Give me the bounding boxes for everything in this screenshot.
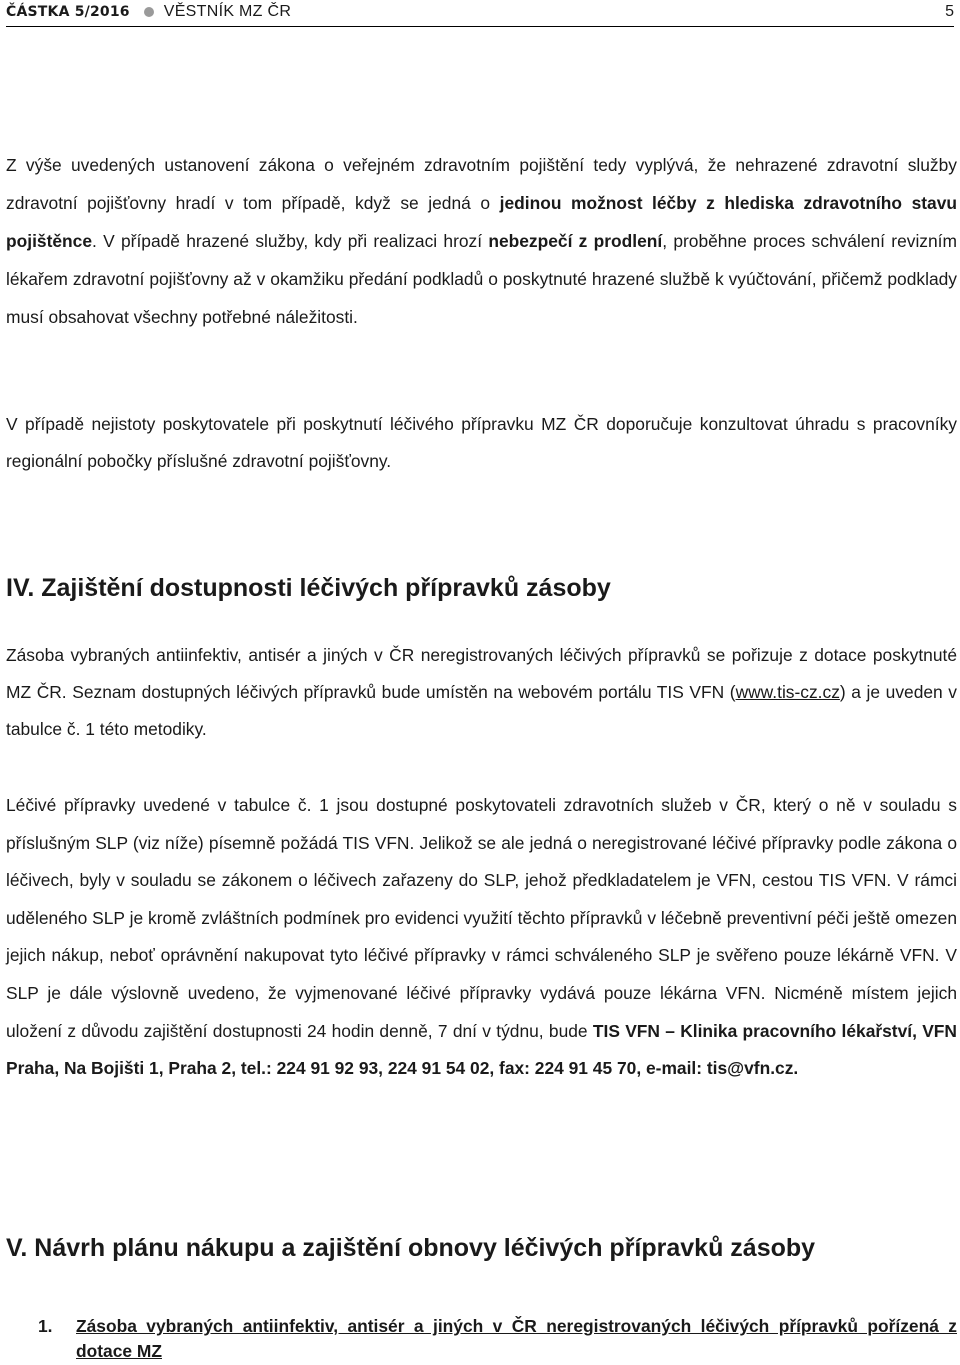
- tis-website-link[interactable]: www.tis-cz.cz: [735, 682, 840, 702]
- issue-label: ČÁSTKA 5/2016: [6, 4, 130, 20]
- p3-text-1: Zásoba vybraných antiinfektiv, antisér a jiných v ČR neregistrovaných léčivých přípravků se pořizuje z dotace poskytnuté MZ ČR. Seznam dostupných léčivých přípravků bude umístěn na webovém portálu TIS VFN (: [6, 645, 957, 702]
- paragraph-availability: [6, 787, 957, 1088]
- p4-text-1: Léčivé přípravky uvedené v tabulce č. 1 jsou dostupné poskytovateli zdravotních služeb v ČR, který o ně v souladu s příslušným SLP (viz níže) písemně požádá TIS VFN. Jelikož se ale jedná o neregistrované léčivé přípravky podle zákona o léčivech, byly v souladu se zákonem o léčivech zařazeny do SLP, jehož předkladatelem je VFN, cestou TIS VFN. V rámci uděleného SLP je kromě zvláštních podmínek pro evidenci využití těchto přípravků v léčebně preventivní péči ještě omezen jejich nákup, neboť oprávnění nakupovat tyto léčivé přípravky v rámci schváleného SLP je svěřeno pouze lékárně VFN. V SLP je dále výslovně uvedeno, že vyjmenované léčivé přípravky vydává pouze lékárna VFN. Nicméně místem jejich uložení z důvodu zajištění dostupnosti 24 hodin denně, 7 dní v týdnu, bude: [6, 795, 957, 1041]
- paragraph-uncertainty: [6, 406, 957, 480]
- list-item-text: Zásoba vybraných antiinfektiv, antisér a jiných v ČR neregistrovaných léčivých přípravků pořízená z dotace MZ: [76, 1316, 957, 1361]
- p1-text-1: Z výše uvedených ustanovení zákona o veřejném zdravotním pojištění tedy vyplývá, že nehrazené zdravotní služby zdravotní pojišťovny hradí v tom případě, když se jedná o: [6, 155, 957, 213]
- p2-text: V případě nejistoty poskytovatele při poskytnutí léčivého přípravku MZ ČR doporučuje konzultovat úhradu s pracovníky regionální pobočky příslušné zdravotní pojišťovny.: [6, 414, 957, 471]
- section-heading-iv: IV. Zajištění dostupnosti léčivých přípravků zásoby: [6, 574, 611, 602]
- p3-text-2: ) a je uveden v tabulce č. 1 této metodiky.: [6, 682, 957, 739]
- p1-text-2: . V případě hrazené služby, kdy při realizaci hrozí: [92, 231, 489, 251]
- page-number: 5: [945, 3, 954, 20]
- bullet-dot-icon: [144, 7, 154, 17]
- page-header: [6, 0, 954, 27]
- p1-text-3: , proběhne proces schválení revizním lékařem zdravotní pojišťovny až v okamžiku předání podkladů o poskytnuté hrazené službě k vyúčtování, přičemž podklady musí obsahovat všechny potřebné náležitosti.: [6, 231, 957, 327]
- list-item: [38, 1314, 957, 1364]
- paragraph-reimbursement: [6, 146, 957, 336]
- paragraph-stock: [6, 637, 957, 748]
- section-heading-v: V. Návrh plánu nákupu a zajištění obnovy léčivých přípravků zásoby: [6, 1234, 816, 1262]
- p1-bold-1: jedinou možnost léčby z hlediska zdravotního stavu pojištěnce: [6, 193, 957, 251]
- journal-title: VĚSTNÍK MZ ČR: [163, 3, 292, 20]
- list-item-number: 1.: [38, 1316, 53, 1336]
- p1-bold-2: nebezpečí z prodlení: [488, 231, 663, 251]
- p4-contact-bold: TIS VFN – Klinika pracovního lékařství, VFN Praha, Na Bojišti 1, Praha 2, tel.: 224 91 92 93, 224 91 54 02, fax: 224 91 45 70, e-mail: tis@vfn.cz.: [6, 1020, 957, 1079]
